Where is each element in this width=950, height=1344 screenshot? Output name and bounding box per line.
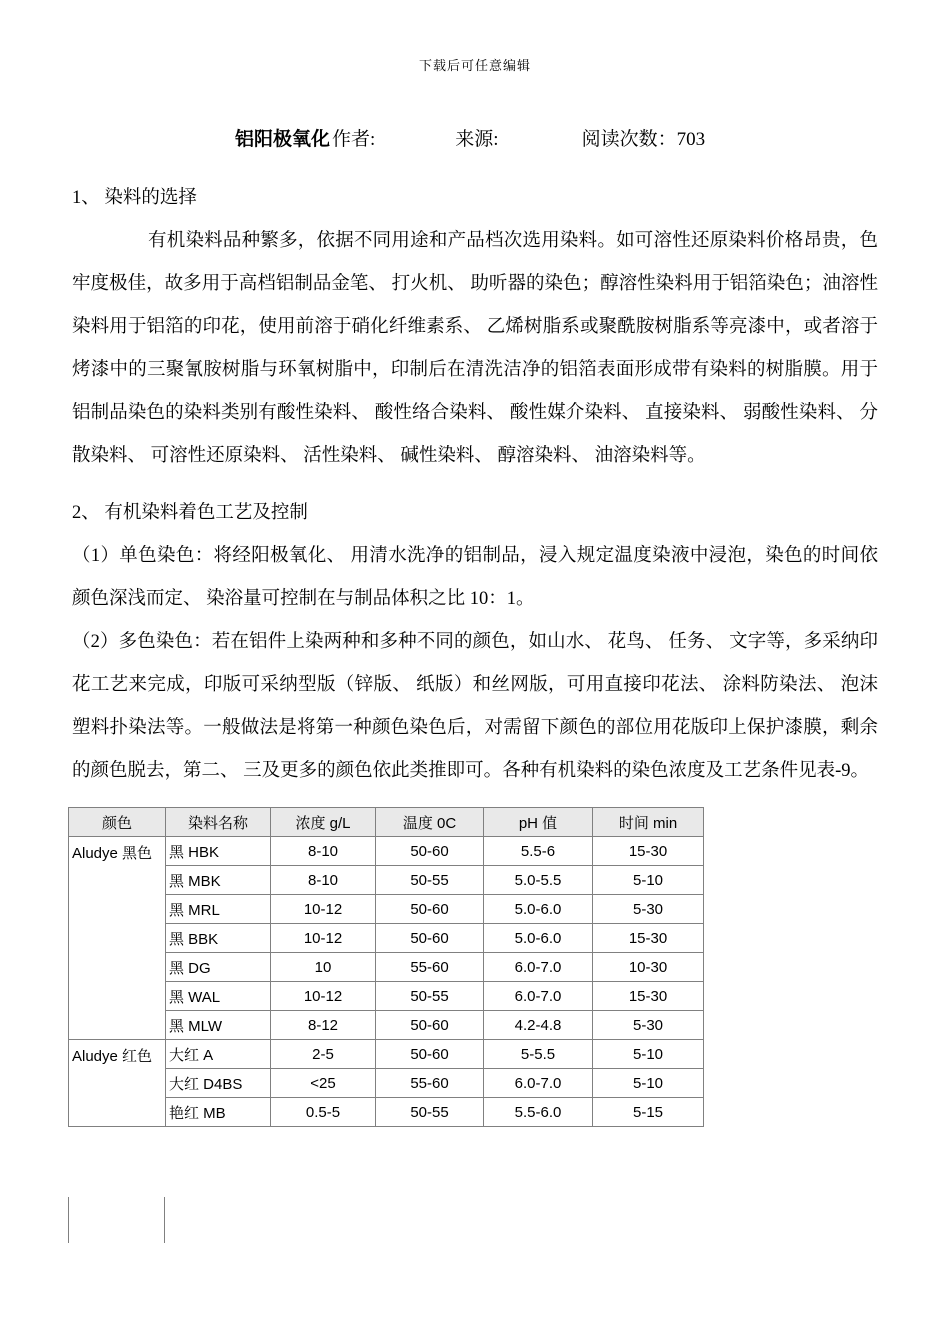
table-cell: 5.0-6.0 <box>484 924 593 953</box>
table-body <box>69 837 704 1127</box>
dye-name-cell: 黑 BBK <box>166 924 271 953</box>
table-cell: 5-5.5 <box>484 1040 593 1069</box>
table-cell: 5-10 <box>593 1069 704 1098</box>
table-cell: 5-30 <box>593 895 704 924</box>
table-cell: 50-55 <box>376 1098 484 1127</box>
header-cell-ph: pH 值 <box>484 808 593 837</box>
table-cell: 50-60 <box>376 837 484 866</box>
table-cell: 5.5-6.0 <box>484 1098 593 1127</box>
dye-name-cell: 黑 HBK <box>166 837 271 866</box>
table-cell: 50-60 <box>376 924 484 953</box>
dye-name-cell: 大红 D4BS <box>166 1069 271 1098</box>
table-cell: 10-12 <box>271 895 376 924</box>
author-label: 作者: <box>332 129 376 150</box>
dye-name-cell: 黑 DG <box>166 953 271 982</box>
table-cell: 50-60 <box>376 1011 484 1040</box>
table-cell: 55-60 <box>376 1069 484 1098</box>
read-count: 阅读次数：703 <box>581 129 706 150</box>
dye-name-cell: 黑 MBK <box>166 866 271 895</box>
table-cell: 15-30 <box>593 982 704 1011</box>
table-cell: 5-10 <box>593 866 704 895</box>
table-row <box>69 1040 704 1069</box>
table-cell: 5-30 <box>593 1011 704 1040</box>
header-cell-time: 时间 min <box>593 808 704 837</box>
table-cell: 5-15 <box>593 1098 704 1127</box>
table-cell: 50-60 <box>376 895 484 924</box>
table-cell: 5.0-5.5 <box>484 866 593 895</box>
table-head <box>69 808 704 837</box>
dye-name-cell: 黑 MLW <box>166 1011 271 1040</box>
table-header-row <box>69 808 704 837</box>
dye-name-cell: 艳红 MB <box>166 1098 271 1127</box>
table-cell: 5-10 <box>593 1040 704 1069</box>
header-cell-color: 颜色 <box>69 808 166 837</box>
section-heading-2: 2、 有机染料着色工艺及控制 <box>72 503 308 523</box>
paragraph-single-color: （1）单色染色：将经阳极氧化、 用清水洗净的铝制品，浸入规定温度染液中浸泡，染色的时间依颜色深浅而定、 染浴量可控制在与制品体积之比 10：1。 <box>72 546 878 609</box>
table-cell: 15-30 <box>593 924 704 953</box>
table-cell: 50-55 <box>376 866 484 895</box>
table-cell: 55-60 <box>376 953 484 982</box>
paragraph-dye-selection: 有机染料品种繁多，依据不同用途和产品档次选用染料。如可溶性还原染料价格昂贵，色牢度极佳，故多用于高档铝制品金笔、 打火机、 助听器的染色；醇溶性染料用于铝箔染色；油溶性染料用于铝箔的印花，使用前溶于硝化纤维素系、 乙烯树脂系或聚酰胺树脂系等亮漆中，或者溶于烤漆中的三聚氰胺树脂与环氧树脂中，印制后在清洗洁净的铝箔表面形成带有染料的树脂膜。用于铝制品染色的染料类别有酸性染料、 酸性络合染料、 酸性媒介染料、 直接染料、 弱酸性染料、 分散染料、 可溶性还原染料、 活性染料、 碱性染料、 醇溶染料、 油溶染料等。 <box>72 231 878 466</box>
header-cell-temperature: 温度 0C <box>376 808 484 837</box>
paragraph-multi-color: （2）多色染色：若在铝件上染两种和多种不同的颜色，如山水、 花鸟、 任务、 文字等，多采纳印花工艺来完成，印版可采纳型版（锌版、 纸版）和丝网版，可用直接印花法、 涂料防染法、 泡沫塑料扑染法等。一般做法是将第一种颜色染色后，对需留下颜色的部位用花版印上保护漆膜，剩余的颜色脱去，第二、 三及更多的颜色依此类推即可。各种有机染料的染色浓度及工艺条件见表-9。 <box>72 632 878 781</box>
group-cell: Aludye 红色 <box>69 1040 166 1127</box>
header-cell-concentration: 浓度 g/L <box>271 808 376 837</box>
dye-name-cell: 大红 A <box>166 1040 271 1069</box>
table-cell: 6.0-7.0 <box>484 953 593 982</box>
table-cell: 10-30 <box>593 953 704 982</box>
table-cell: 8-12 <box>271 1011 376 1040</box>
table-row <box>69 837 704 866</box>
table-cell: 6.0-7.0 <box>484 1069 593 1098</box>
title-line <box>72 124 878 151</box>
table-cell: 4.2-4.8 <box>484 1011 593 1040</box>
table-cell: 5.0-6.0 <box>484 895 593 924</box>
dye-name-cell: 黑 MRL <box>166 895 271 924</box>
header-cell-dye-name: 染料名称 <box>166 808 271 837</box>
table-cell: 10-12 <box>271 982 376 1011</box>
table-continuation-fragment <box>68 1197 165 1243</box>
dye-table <box>68 807 704 1127</box>
table-cell: 8-10 <box>271 837 376 866</box>
source-label: 来源: <box>455 129 499 150</box>
table-cell: 0.5-5 <box>271 1098 376 1127</box>
edit-note: 下载后可任意编辑 <box>418 58 531 73</box>
table-cell: 5.5-6 <box>484 837 593 866</box>
table-cell: 2-5 <box>271 1040 376 1069</box>
table-cell: 50-55 <box>376 982 484 1011</box>
page-title: 铝阳极氧化 <box>235 129 331 150</box>
table-cell: 10-12 <box>271 924 376 953</box>
dye-name-cell: 黑 WAL <box>166 982 271 1011</box>
table-cell: 50-60 <box>376 1040 484 1069</box>
table-cell: 15-30 <box>593 837 704 866</box>
table-cell: <25 <box>271 1069 376 1098</box>
group-cell: Aludye 黑色 <box>69 837 166 1040</box>
table-cell: 6.0-7.0 <box>484 982 593 1011</box>
table-cell: 10 <box>271 953 376 982</box>
section-heading-1: 1、 染料的选择 <box>72 188 197 208</box>
table-cell: 8-10 <box>271 866 376 895</box>
